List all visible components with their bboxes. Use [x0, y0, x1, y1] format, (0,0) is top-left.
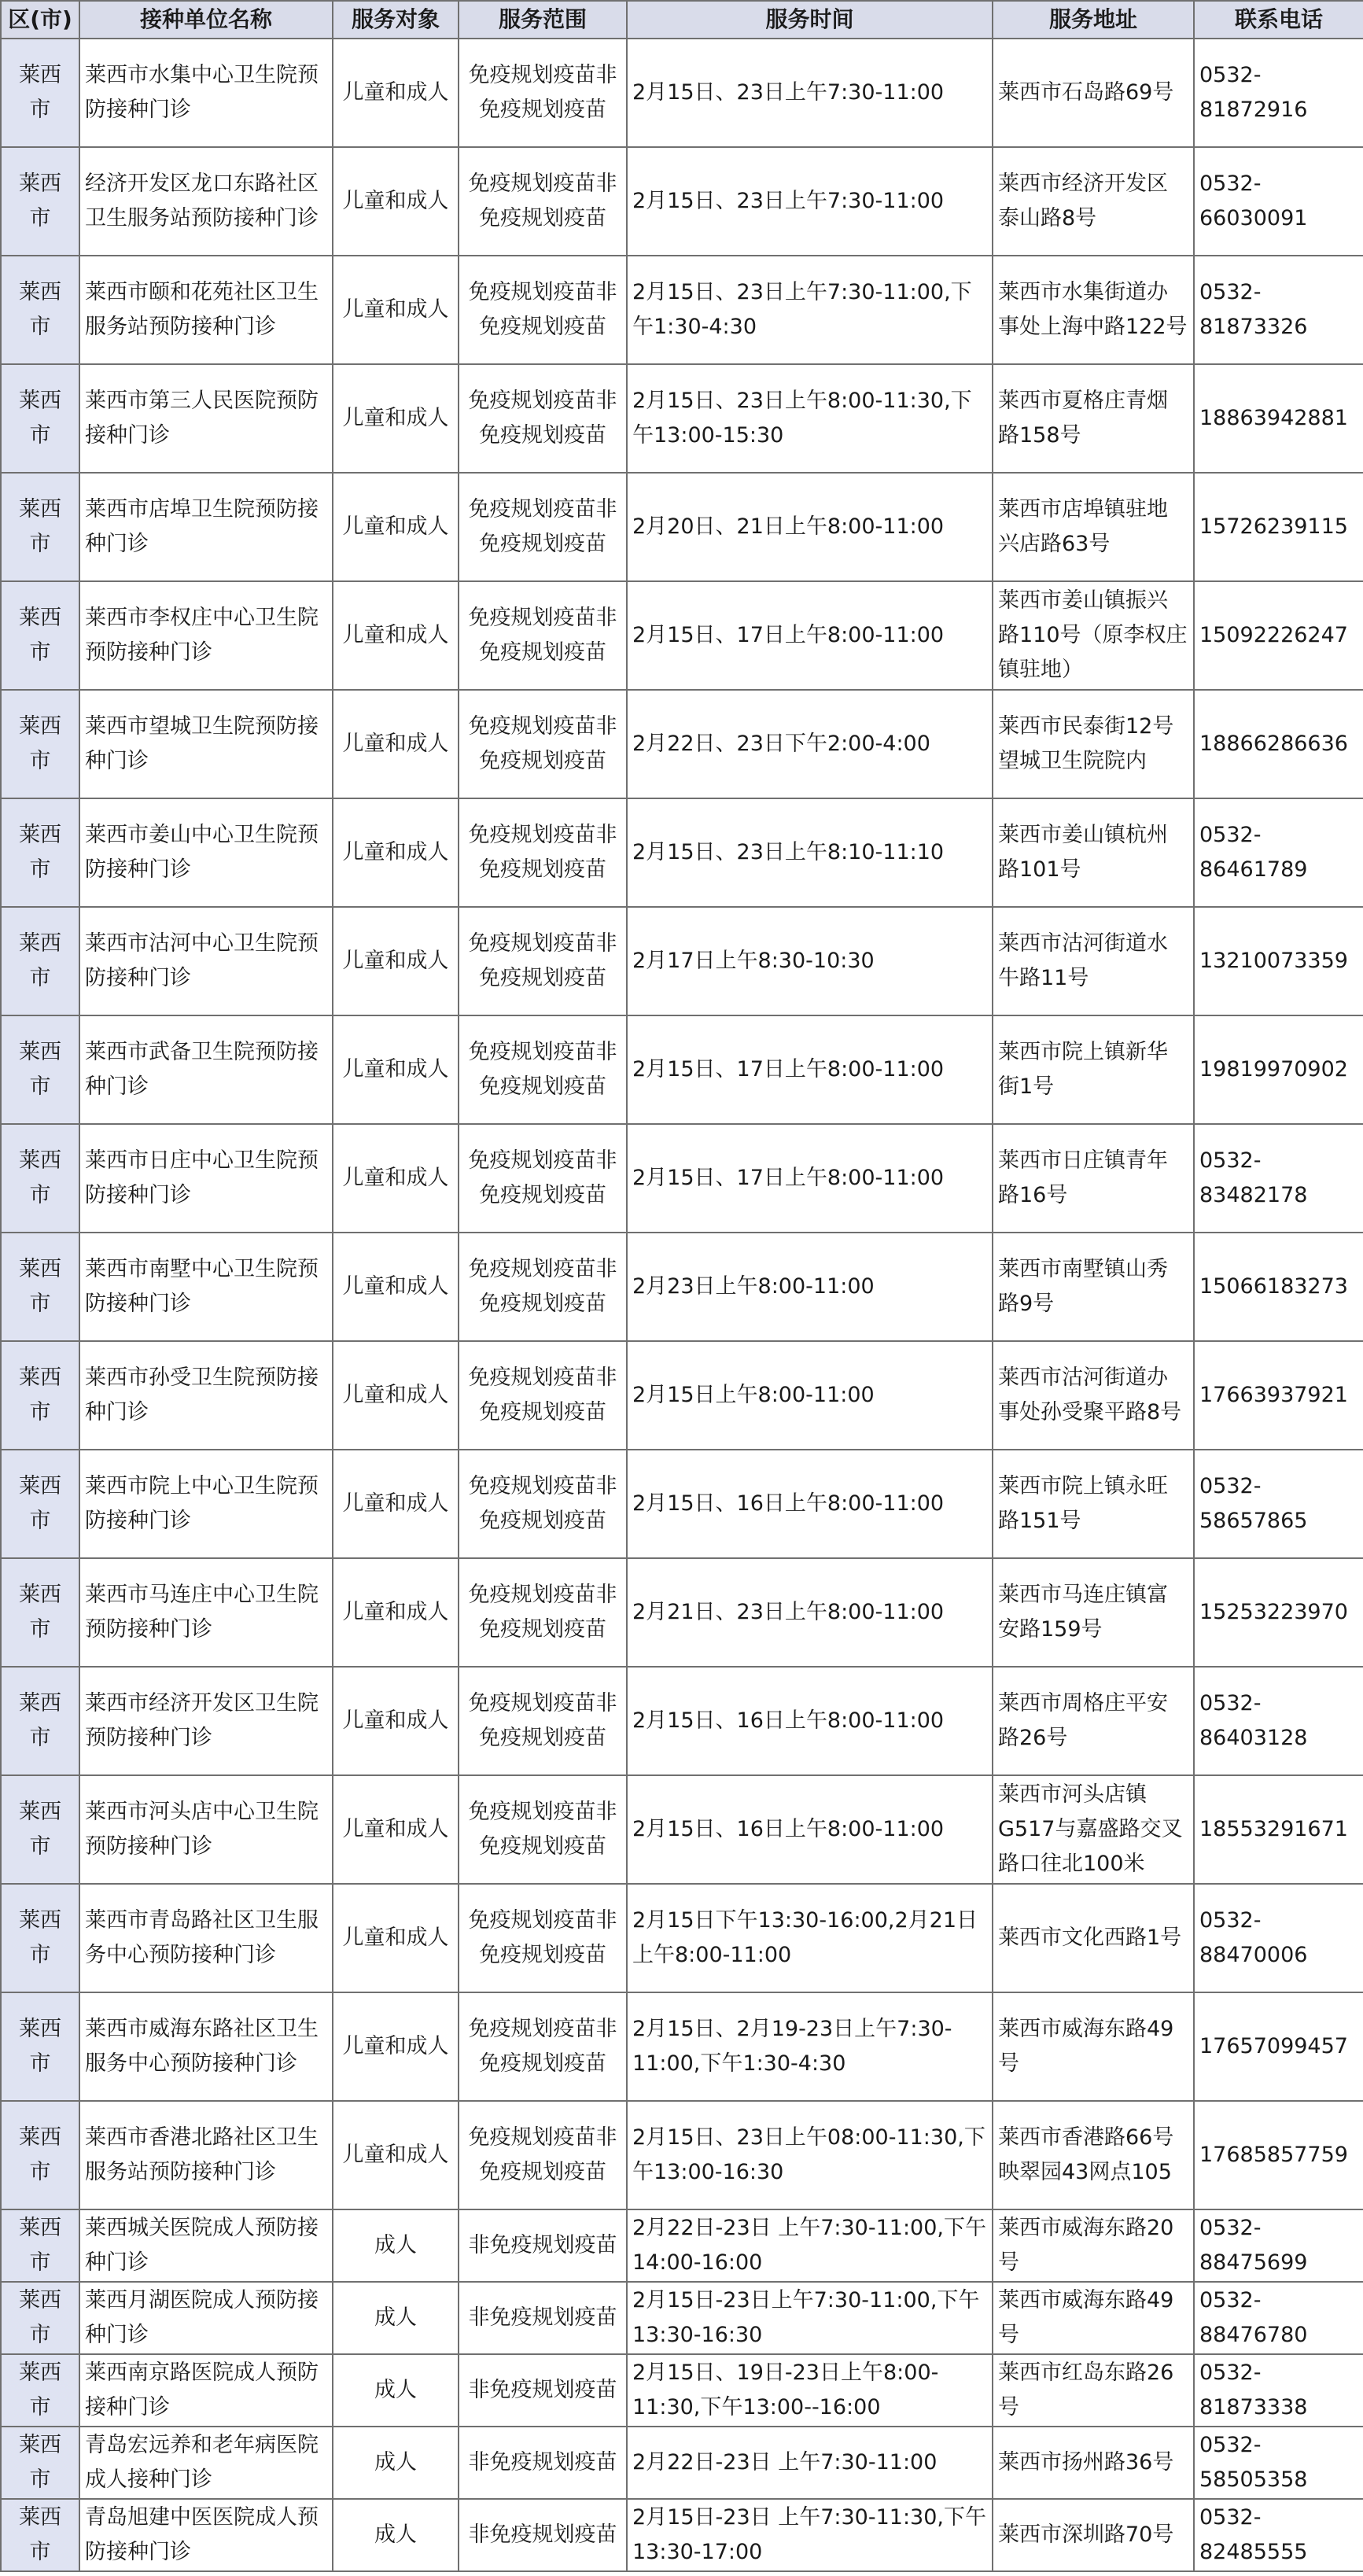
service-address-cell: 莱西市店埠镇驻地兴店路63号: [993, 473, 1194, 581]
service-scope-cell: 免疫规划疫苗非免疫规划疫苗: [459, 2101, 627, 2209]
header-address: 服务地址: [993, 1, 1194, 39]
table-row: [1, 2354, 1363, 2427]
district-cell: 莱西市: [1, 1233, 79, 1341]
table-row: [1, 1992, 1363, 2101]
service-scope-cell: 非免疫规划疫苗: [459, 2282, 627, 2354]
service-address-cell: 莱西市威海东路49号: [993, 1992, 1194, 2101]
table-row: [1, 907, 1363, 1015]
service-target-cell: 成人: [333, 2427, 459, 2499]
phone-cell: 18863942881: [1194, 364, 1363, 473]
phone-cell: 15253223970: [1194, 1558, 1363, 1667]
service-target-cell: 儿童和成人: [333, 1558, 459, 1667]
phone-cell: 13210073359: [1194, 907, 1363, 1015]
service-target-cell: 儿童和成人: [333, 907, 459, 1015]
table-row: [1, 581, 1363, 690]
service-time-cell: 2月17日上午8:30-10:30: [627, 907, 993, 1015]
district-cell: 莱西市: [1, 2427, 79, 2499]
service-time-cell: 2月15日、16日上午8:00-11:00: [627, 1450, 993, 1558]
service-target-cell: 儿童和成人: [333, 690, 459, 798]
header-scope: 服务范围: [459, 1, 627, 39]
service-target-cell: 成人: [333, 2209, 459, 2282]
phone-cell: 0532-81873326: [1194, 256, 1363, 364]
service-address-cell: 莱西市扬州路36号: [993, 2427, 1194, 2499]
service-target-cell: 儿童和成人: [333, 1884, 459, 1992]
service-scope-cell: 免疫规划疫苗非免疫规划疫苗: [459, 256, 627, 364]
service-scope-cell: 免疫规划疫苗非免疫规划疫苗: [459, 364, 627, 473]
table-row: [1, 1884, 1363, 1992]
service-target-cell: 儿童和成人: [333, 147, 459, 256]
service-target-cell: 成人: [333, 2499, 459, 2571]
district-cell: 莱西市: [1, 147, 79, 256]
table-row: [1, 1558, 1363, 1667]
phone-cell: 15092226247: [1194, 581, 1363, 690]
phone-cell: 0532-66030091: [1194, 147, 1363, 256]
clinic-name-cell: 经济开发区龙口东路社区卫生服务站预防接种门诊: [79, 147, 333, 256]
service-address-cell: 莱西市夏格庄青烟路158号: [993, 364, 1194, 473]
phone-cell: 18553291671: [1194, 1775, 1363, 1884]
service-time-cell: 2月22日-23日 上午7:30-11:00: [627, 2427, 993, 2499]
service-scope-cell: 免疫规划疫苗非免疫规划疫苗: [459, 1450, 627, 1558]
service-target-cell: 儿童和成人: [333, 1992, 459, 2101]
table-row: [1, 1341, 1363, 1450]
service-time-cell: 2月15日、16日上午8:00-11:00: [627, 1775, 993, 1884]
table-row: [1, 2209, 1363, 2282]
phone-cell: 0532-88475699: [1194, 2209, 1363, 2282]
service-time-cell: 2月15日、23日上午7:30-11:00: [627, 147, 993, 256]
service-time-cell: 2月22日-23日 上午7:30-11:00,下午14:00-16:00: [627, 2209, 993, 2282]
service-target-cell: 儿童和成人: [333, 798, 459, 907]
service-target-cell: 儿童和成人: [333, 1341, 459, 1450]
service-scope-cell: 免疫规划疫苗非免疫规划疫苗: [459, 1775, 627, 1884]
district-cell: 莱西市: [1, 690, 79, 798]
district-cell: 莱西市: [1, 473, 79, 581]
table-row: [1, 1667, 1363, 1775]
clinic-name-cell: 莱西市河头店中心卫生院预防接种门诊: [79, 1775, 333, 1884]
clinic-name-cell: 莱西市水集中心卫生院预防接种门诊: [79, 39, 333, 147]
district-cell: 莱西市: [1, 1341, 79, 1450]
phone-cell: 0532-88470006: [1194, 1884, 1363, 1992]
phone-cell: 0532-58505358: [1194, 2427, 1363, 2499]
service-target-cell: 成人: [333, 2282, 459, 2354]
service-scope-cell: 非免疫规划疫苗: [459, 2427, 627, 2499]
service-address-cell: 莱西市沽河街道水牛路11号: [993, 907, 1194, 1015]
service-target-cell: 成人: [333, 2354, 459, 2427]
service-time-cell: 2月20日、21日上午8:00-11:00: [627, 473, 993, 581]
service-target-cell: 儿童和成人: [333, 473, 459, 581]
service-scope-cell: 免疫规划疫苗非免疫规划疫苗: [459, 147, 627, 256]
service-address-cell: 莱西市姜山镇杭州路101号: [993, 798, 1194, 907]
service-scope-cell: 免疫规划疫苗非免疫规划疫苗: [459, 1341, 627, 1450]
service-address-cell: 莱西市威海东路20号: [993, 2209, 1194, 2282]
service-address-cell: 莱西市文化西路1号: [993, 1884, 1194, 1992]
service-target-cell: 儿童和成人: [333, 1233, 459, 1341]
phone-cell: 15726239115: [1194, 473, 1363, 581]
service-scope-cell: 免疫规划疫苗非免疫规划疫苗: [459, 1124, 627, 1233]
table-row: [1, 2499, 1363, 2571]
district-cell: 莱西市: [1, 2282, 79, 2354]
clinic-name-cell: 莱西月湖医院成人预防接种门诊: [79, 2282, 333, 2354]
district-cell: 莱西市: [1, 39, 79, 147]
service-address-cell: 莱西市周格庄平安路26号: [993, 1667, 1194, 1775]
service-time-cell: 2月15日、23日上午7:30-11:00,下午1:30-4:30: [627, 256, 993, 364]
service-scope-cell: 免疫规划疫苗非免疫规划疫苗: [459, 1667, 627, 1775]
service-scope-cell: 免疫规划疫苗非免疫规划疫苗: [459, 1558, 627, 1667]
service-time-cell: 2月15日、23日上午7:30-11:00: [627, 39, 993, 147]
district-cell: 莱西市: [1, 798, 79, 907]
table-row: [1, 39, 1363, 147]
phone-cell: 0532-81873338: [1194, 2354, 1363, 2427]
service-time-cell: 2月15日上午8:00-11:00: [627, 1341, 993, 1450]
clinic-name-cell: 莱西市威海东路社区卫生服务中心预防接种门诊: [79, 1992, 333, 2101]
phone-cell: 15066183273: [1194, 1233, 1363, 1341]
district-cell: 莱西市: [1, 1558, 79, 1667]
header-name: 接种单位名称: [79, 1, 333, 39]
service-target-cell: 儿童和成人: [333, 256, 459, 364]
service-time-cell: 2月21日、23日上午8:00-11:00: [627, 1558, 993, 1667]
service-target-cell: 儿童和成人: [333, 39, 459, 147]
service-time-cell: 2月22日、23日下午2:00-4:00: [627, 690, 993, 798]
clinic-name-cell: 莱西市日庄中心卫生院预防接种门诊: [79, 1124, 333, 1233]
service-time-cell: 2月15日、16日上午8:00-11:00: [627, 1667, 993, 1775]
district-cell: 莱西市: [1, 1667, 79, 1775]
service-scope-cell: 免疫规划疫苗非免疫规划疫苗: [459, 1233, 627, 1341]
table-row: [1, 1450, 1363, 1558]
service-target-cell: 儿童和成人: [333, 581, 459, 690]
service-target-cell: 儿童和成人: [333, 1775, 459, 1884]
clinic-name-cell: 莱西市店埠卫生院预防接种门诊: [79, 473, 333, 581]
service-scope-cell: 免疫规划疫苗非免疫规划疫苗: [459, 1015, 627, 1124]
clinic-name-cell: 莱西市望城卫生院预防接种门诊: [79, 690, 333, 798]
service-address-cell: 莱西市日庄镇青年路16号: [993, 1124, 1194, 1233]
clinic-name-cell: 莱西市孙受卫生院预防接种门诊: [79, 1341, 333, 1450]
service-address-cell: 莱西市马连庄镇富安路159号: [993, 1558, 1194, 1667]
service-time-cell: 2月15日、23日上午08:00-11:30,下午13:00-16:30: [627, 2101, 993, 2209]
service-target-cell: 儿童和成人: [333, 1667, 459, 1775]
header-phone: 联系电话: [1194, 1, 1363, 39]
service-address-cell: 莱西市石岛路69号: [993, 39, 1194, 147]
service-time-cell: 2月15日、19日-23日上午8:00-11:30,下午13:00--16:00: [627, 2354, 993, 2427]
service-time-cell: 2月15日-23日上午7:30-11:00,下午13:30-16:30: [627, 2282, 993, 2354]
table-row: [1, 1015, 1363, 1124]
phone-cell: 18866286636: [1194, 690, 1363, 798]
table-row: [1, 1233, 1363, 1341]
district-cell: 莱西市: [1, 907, 79, 1015]
district-cell: 莱西市: [1, 2354, 79, 2427]
service-time-cell: 2月15日、17日上午8:00-11:00: [627, 1015, 993, 1124]
clinic-name-cell: 莱西市武备卫生院预防接种门诊: [79, 1015, 333, 1124]
service-address-cell: 莱西市院上镇新华街1号: [993, 1015, 1194, 1124]
table-row: [1, 1775, 1363, 1884]
header-district: 区(市): [1, 1, 79, 39]
table-row: [1, 1124, 1363, 1233]
service-target-cell: 儿童和成人: [333, 1015, 459, 1124]
district-cell: 莱西市: [1, 1884, 79, 1992]
service-time-cell: 2月15日-23日 上午7:30-11:30,下午13:30-17:00: [627, 2499, 993, 2571]
clinic-name-cell: 莱西市李权庄中心卫生院预防接种门诊: [79, 581, 333, 690]
phone-cell: 0532-86403128: [1194, 1667, 1363, 1775]
service-scope-cell: 免疫规划疫苗非免疫规划疫苗: [459, 39, 627, 147]
district-cell: 莱西市: [1, 1124, 79, 1233]
service-address-cell: 莱西市姜山镇振兴路110号（原李权庄镇驻地）: [993, 581, 1194, 690]
header-time: 服务时间: [627, 1, 993, 39]
table-row: [1, 147, 1363, 256]
service-time-cell: 2月15日下午13:30-16:00,2月21日上午8:00-11:00: [627, 1884, 993, 1992]
clinic-name-cell: 莱西市院上中心卫生院预防接种门诊: [79, 1450, 333, 1558]
service-time-cell: 2月15日、23日上午8:00-11:30,下午13:00-15:30: [627, 364, 993, 473]
district-cell: 莱西市: [1, 2209, 79, 2282]
phone-cell: 0532-82485555: [1194, 2499, 1363, 2571]
service-address-cell: 莱西市河头店镇G517与嘉盛路交叉路口往北100米: [993, 1775, 1194, 1884]
service-scope-cell: 免疫规划疫苗非免疫规划疫苗: [459, 473, 627, 581]
district-cell: 莱西市: [1, 1775, 79, 1884]
table-row: [1, 2427, 1363, 2499]
table-row: [1, 798, 1363, 907]
table-row: [1, 473, 1363, 581]
phone-cell: 0532-81872916: [1194, 39, 1363, 147]
service-address-cell: 莱西市香港路66号映翠园43网点105: [993, 2101, 1194, 2209]
table-row: [1, 2282, 1363, 2354]
service-scope-cell: 免疫规划疫苗非免疫规划疫苗: [459, 581, 627, 690]
clinic-name-cell: 莱西市南墅中心卫生院预防接种门诊: [79, 1233, 333, 1341]
district-cell: 莱西市: [1, 1450, 79, 1558]
service-address-cell: 莱西市沽河街道办事处孙受聚平路8号: [993, 1341, 1194, 1450]
service-scope-cell: 免疫规划疫苗非免疫规划疫苗: [459, 1884, 627, 1992]
phone-cell: 17685857759: [1194, 2101, 1363, 2209]
service-address-cell: 莱西市南墅镇山秀路9号: [993, 1233, 1194, 1341]
clinic-name-cell: 莱西市马连庄中心卫生院预防接种门诊: [79, 1558, 333, 1667]
service-scope-cell: 免疫规划疫苗非免疫规划疫苗: [459, 690, 627, 798]
service-scope-cell: 免疫规划疫苗非免疫规划疫苗: [459, 798, 627, 907]
clinic-name-cell: 莱西市颐和花苑社区卫生服务站预防接种门诊: [79, 256, 333, 364]
service-time-cell: 2月23日上午8:00-11:00: [627, 1233, 993, 1341]
clinic-name-cell: 莱西南京路医院成人预防接种门诊: [79, 2354, 333, 2427]
service-address-cell: 莱西市威海东路49号: [993, 2282, 1194, 2354]
service-time-cell: 2月15日、23日上午8:10-11:10: [627, 798, 993, 907]
district-cell: 莱西市: [1, 1992, 79, 2101]
clinic-name-cell: 莱西市青岛路社区卫生服务中心预防接种门诊: [79, 1884, 333, 1992]
phone-cell: 0532-88476780: [1194, 2282, 1363, 2354]
phone-cell: 17657099457: [1194, 1992, 1363, 2101]
clinic-name-cell: 莱西市沽河中心卫生院预防接种门诊: [79, 907, 333, 1015]
service-scope-cell: 非免疫规划疫苗: [459, 2209, 627, 2282]
district-cell: 莱西市: [1, 2499, 79, 2571]
table-row: [1, 2101, 1363, 2209]
district-cell: 莱西市: [1, 1015, 79, 1124]
district-cell: 莱西市: [1, 364, 79, 473]
service-scope-cell: 非免疫规划疫苗: [459, 2354, 627, 2427]
phone-cell: 17663937921: [1194, 1341, 1363, 1450]
clinic-name-cell: 莱西市香港北路社区卫生服务站预防接种门诊: [79, 2101, 333, 2209]
table-row: [1, 364, 1363, 473]
service-target-cell: 儿童和成人: [333, 2101, 459, 2209]
service-address-cell: 莱西市深圳路70号: [993, 2499, 1194, 2571]
phone-cell: 19819970902: [1194, 1015, 1363, 1124]
phone-cell: 0532-58657865: [1194, 1450, 1363, 1558]
district-cell: 莱西市: [1, 256, 79, 364]
service-scope-cell: 免疫规划疫苗非免疫规划疫苗: [459, 1992, 627, 2101]
clinic-name-cell: 莱西市姜山中心卫生院预防接种门诊: [79, 798, 333, 907]
clinic-name-cell: 莱西城关医院成人预防接种门诊: [79, 2209, 333, 2282]
clinic-name-cell: 青岛宏远养和老年病医院成人接种门诊: [79, 2427, 333, 2499]
service-time-cell: 2月15日、2月19-23日上午7:30-11:00,下午1:30-4:30: [627, 1992, 993, 2101]
service-scope-cell: 非免疫规划疫苗: [459, 2499, 627, 2571]
district-cell: 莱西市: [1, 581, 79, 690]
phone-cell: 0532-86461789: [1194, 798, 1363, 907]
service-target-cell: 儿童和成人: [333, 1124, 459, 1233]
clinic-name-cell: 青岛旭建中医医院成人预防接种门诊: [79, 2499, 333, 2571]
district-cell: 莱西市: [1, 2101, 79, 2209]
service-scope-cell: 免疫规划疫苗非免疫规划疫苗: [459, 907, 627, 1015]
service-time-cell: 2月15日、17日上午8:00-11:00: [627, 581, 993, 690]
service-address-cell: 莱西市水集街道办事处上海中路122号: [993, 256, 1194, 364]
service-target-cell: 儿童和成人: [333, 1450, 459, 1558]
service-address-cell: 莱西市经济开发区泰山路8号: [993, 147, 1194, 256]
service-address-cell: 莱西市院上镇永旺路151号: [993, 1450, 1194, 1558]
header-target: 服务对象: [333, 1, 459, 39]
phone-cell: 0532-83482178: [1194, 1124, 1363, 1233]
table-row: [1, 256, 1363, 364]
clinic-name-cell: 莱西市经济开发区卫生院预防接种门诊: [79, 1667, 333, 1775]
service-target-cell: 儿童和成人: [333, 364, 459, 473]
table-row: [1, 690, 1363, 798]
header-row: [1, 1, 1363, 39]
clinic-name-cell: 莱西市第三人民医院预防接种门诊: [79, 364, 333, 473]
service-address-cell: 莱西市红岛东路26号: [993, 2354, 1194, 2427]
service-address-cell: 莱西市民泰街12号望城卫生院院内: [993, 690, 1194, 798]
service-time-cell: 2月15日、17日上午8:00-11:00: [627, 1124, 993, 1233]
